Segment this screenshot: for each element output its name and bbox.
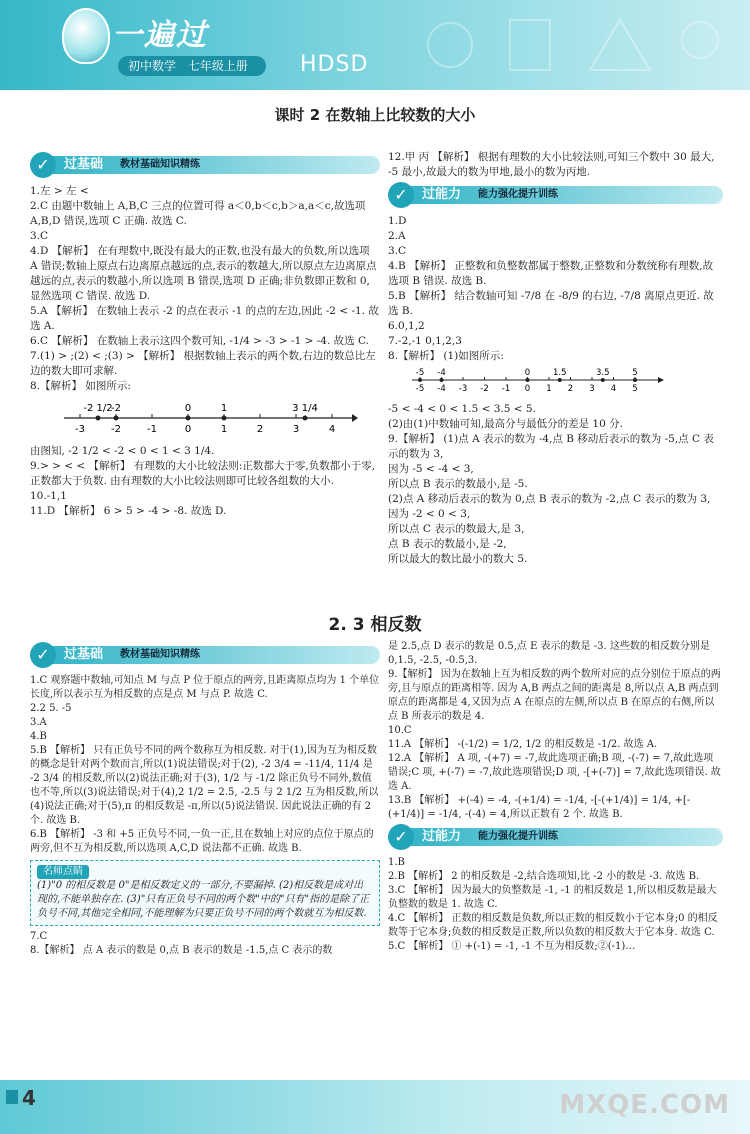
tick-label: 4: [328, 424, 336, 435]
tick-label: 0: [184, 424, 192, 435]
answer-line: 10.C: [388, 725, 412, 736]
left-column-top: [30, 150, 380, 519]
point-label: 1: [220, 403, 228, 414]
page-marker-icon: [6, 1090, 18, 1104]
answer-line: 2.A: [388, 230, 406, 242]
answer-line: 11.A 【解析】 -(-1/2) = 1/2, 1/2 的相反数是 -1/2. 故选 A.: [388, 739, 658, 750]
section-ability-header: [388, 182, 723, 208]
point-label: 3 1/4: [292, 403, 318, 414]
point-label: -2 1/2: [83, 403, 113, 414]
right-column-bottom: [388, 640, 723, 954]
answer-line: 所以点 B 表示的数最小,是 -5.: [388, 478, 528, 490]
answer-line: 4.D 【解析】 在有理数中,既没有最大的正数,也没有最大的负数,所以选项 A 错误;数轴上原点右边离原点越远的点,表示的数越大,所以原点左边离原点越远的点,表示的数越小,所以选项 B 错误,选项 D 正确;非负数即正数和 0,显然选项 C 错误. 故选 D.: [30, 245, 377, 302]
point-label: 0: [184, 403, 192, 414]
point-marker: [601, 378, 605, 382]
answer-line: 8.【解析】 点 A 表示的数是 0,点 B 表示的数是 -1.5,点 C 表示的数: [30, 945, 333, 956]
number-line-figure: [60, 396, 360, 442]
tips-heading: 名师点睛: [37, 865, 89, 879]
section-title: 过能力: [422, 829, 462, 844]
tick-label: -1: [147, 424, 157, 435]
answer-line: 4.C 【解析】 正数的相反数是负数,所以正数的相反数小于它本身;0 的相反数等于它本身;负数的相反数是正数,所以负数的相反数大于它本身. 故选 C.: [388, 913, 718, 938]
answer-line: 因为 -2 < 0 < 3,: [388, 508, 471, 520]
point-marker: [303, 416, 308, 421]
answer-line: 因为 -5 < -4 < 3,: [388, 463, 474, 475]
section-basic-header: [30, 152, 380, 178]
tick-label: -5: [415, 384, 425, 394]
checkmark-icon: ✓: [388, 824, 414, 850]
point-marker: [558, 378, 562, 382]
tick-label: 1: [220, 424, 228, 435]
tick-label: -2: [111, 424, 121, 435]
answer-line: 10.-1,1: [30, 490, 67, 502]
answer-line: 8.【解析】 (1)如图所示:: [388, 350, 504, 362]
page-header: [0, 0, 750, 90]
point-marker: [440, 378, 444, 382]
answer-line: 5.A 【解析】 在数轴上表示 -2 的点在表示 -1 的点的左边,因此 -2 < -1. 故选 A.: [30, 305, 379, 332]
answer-line: 3.A: [30, 717, 47, 728]
section-basic-header-2: [30, 642, 380, 668]
answer-line: 9.【解析】 因为在数轴上互为相反数的两个数所对应的点分别位于原点的两旁,且与原点的距离相等. 因为 A,B 两点之间的距离是 8,所以点 A,B 两点到原点的距离都是 4,又因为点 A 在原点的左侧,所以点 B 在原点的右侧,所以点 B 所表示的数是 4.: [388, 669, 721, 722]
tick-label: -4: [437, 384, 446, 394]
section-subtitle: 能力强化提升训练: [478, 189, 558, 200]
checkmark-icon: ✓: [388, 182, 414, 208]
score-number-line-figure: [408, 366, 668, 400]
answer-line: 2.C 由题中数轴上 A,B,C 三点的位置可得 a＜0,b＜c,b＞a,a＜c,故选项 A,B,D 错误,选项 C 正确. 故选 C.: [30, 200, 366, 227]
answer-line: 是 2.5,点 D 表示的数是 0.5,点 E 表示的数是 -3. 这些数的相反数分别是 0,1.5, -2.5, -0.5,3.: [388, 641, 710, 666]
answer-line: 5.B 【解析】 只有正负号不同的两个数称互为相反数. 对于(1),因为互为相反数的概念是针对两个数而言,所以(1)说法错误;对于(2), -2 3/4 = -11/4, 11/4 是 -2 3/4 的相反数,所以(2)说法正确;对于(3), 1/2 与 -1/2 除正负号不同外,数值也不等,所以(3)说法错误;对于(4),2 1/2 = 2.5, -2.5 与 2 1/2 互为相反数,所以(4)说法正确;对于(5),π 的相反数是 -π,所以(5)说法错误. 因此说法正确的有 2 个. 故选 B.: [30, 745, 379, 826]
tick-label: 5: [632, 384, 638, 394]
grade-label: 七年级上册: [187, 59, 248, 73]
answer-line: -5 < -4 < 0 < 1.5 < 3.5 < 5.: [388, 403, 536, 415]
answer-line: 1.D: [388, 215, 407, 227]
answer-line: 所以最大的数比最小的数大 5.: [388, 553, 528, 565]
answer-line: 5.C 【解析】 ① +(-1) = -1, -1 不互为相反数;②(-1)…: [388, 941, 636, 952]
point-marker: [526, 378, 530, 382]
tick-label: 0: [524, 384, 531, 394]
tick-label: -2: [480, 384, 489, 394]
tick-label: 1: [546, 384, 552, 394]
section-subtitle: 教材基础知识精练: [120, 159, 200, 170]
chapter-title: 2. 3 相反数: [328, 615, 422, 635]
answer-line: 4.B: [30, 731, 47, 742]
answer-line: 6.C 【解析】 在数轴上表示这四个数可知, -1/4 > -3 > -1 > -4. 故选 C.: [30, 335, 369, 347]
answer-line: 7.(1) > ;(2) < ;(3) > 【解析】 根据数轴上表示的两个数,右边的数总比左边的数大即可求解.: [30, 350, 376, 377]
answer-line: 11.D 【解析】 6 > 5 > -4 > -8. 故选 D.: [30, 505, 227, 517]
section-subtitle: 能力强化提升训练: [478, 831, 558, 842]
answer-line: 1.左 > 左 <: [30, 185, 89, 197]
left-column-bottom: [30, 640, 380, 958]
answer-line: 3.C: [388, 245, 407, 257]
tick-label: 2: [256, 424, 264, 435]
answer-line: 6.B 【解析】 -3 和 +5 正负号不同,一负一正,且在数轴上对应的点位于原点的两旁,但不互为相反数,所以选项 A,C,D 说法都不正确. 故选 B.: [30, 829, 374, 854]
balloon-logo-icon: [62, 8, 110, 64]
section-title: 过基础: [64, 647, 104, 662]
answer-line: 1.B: [388, 857, 405, 868]
section-ability-header-2: [388, 824, 723, 850]
point-label: -5: [415, 368, 425, 378]
watermark: MXQE.COM: [559, 1090, 730, 1120]
subject-label: 初中数学: [128, 59, 177, 73]
lesson-title: 课时 2 在数轴上比较数的大小: [274, 106, 476, 124]
answer-line: 7.-2,-1 0,1,2,3: [388, 335, 462, 347]
answer-line: 7.C: [30, 931, 48, 942]
answer-line: 9.> > < < 【解析】 有理数的大小比较法则:正数都大于零,负数都小于零,正数都大于负数. 由有理数的大小比较法则即可比较各组数的大小.: [30, 460, 376, 487]
point-label: 1.5: [552, 368, 567, 378]
answer-line: 6.0,1,2: [388, 320, 425, 332]
section-title: 过基础: [64, 157, 104, 172]
answer-line: 12.甲 丙 【解析】 根据有理数的大小比较法则,可知三个数中 30 最大, -5 最小,故最大的数为甲地,最小的数为丙地.: [388, 151, 715, 178]
answer-line: 2.B 【解析】 2 的相反数是 -2,结合选项知,比 -2 小的数是 -3. 故选 B.: [388, 871, 700, 882]
tick-label: -3: [458, 384, 468, 394]
page-number: 4: [22, 1086, 36, 1110]
answer-line: (2)由(1)中数轴可知,最高分与最低分的差是 10 分.: [388, 418, 623, 430]
section-subtitle: 教材基础知识精练: [120, 649, 200, 660]
point-label: 5: [632, 368, 638, 378]
answer-line: 3.C: [30, 230, 49, 242]
tips-text: (1)"0 的相反数是 0"是相反数定义的一部分,不要漏掉. (2)相反数是成对出现的,不能单独存在. (3)"只有正负号不同的两个数"中的"只有"指的是除了正负号不同,其他完全相同,不能理解为只要正负号不同的两个数就互为相反数.: [37, 880, 370, 919]
tick-label: 3: [292, 424, 300, 435]
checkmark-icon: ✓: [30, 152, 56, 178]
book-subtitle-bar: [118, 56, 266, 76]
series-logo: 一遍过: [112, 18, 208, 53]
answer-line: 3.C 【解析】 因为最大的负整数是 -1, -1 的相反数是 1,所以相反数是最大负整数的数是 1. 故选 C.: [388, 885, 717, 910]
tick-label: -1: [501, 384, 511, 394]
point-label: 0: [524, 368, 531, 378]
checkmark-icon: ✓: [30, 642, 56, 668]
tick-label: 4: [610, 384, 617, 394]
section-title: 过能力: [422, 187, 462, 202]
point-label: -2: [111, 403, 121, 414]
point-marker: [633, 378, 637, 382]
answer-line: 点 B 表示的数最小,是 -2,: [388, 538, 507, 550]
answer-line: 12.A 【解析】 A 项, -(+7) = -7,故此选项正确;B 项, -(-7) = 7,故此选项错误;C 项, +(-7) = -7,故此选项错误;D 项, -[+(-7)] = 7,故此选项错误. 故选 A.: [388, 753, 721, 792]
doodle-decoration-icon: [390, 0, 750, 90]
answer-line: 2.2 5. -5: [30, 703, 72, 714]
point-label: 3.5: [595, 368, 610, 378]
answer-line: 4.B 【解析】 正整数和负整数都属于整数,正整数和分数统称有理数,故选项 B 错误. 故选 B.: [388, 260, 714, 287]
point-marker: [96, 416, 101, 421]
tick-label: 2: [567, 384, 574, 394]
point-marker: [418, 378, 422, 382]
brand-label: HDSD: [300, 52, 369, 77]
point-marker: [114, 416, 119, 421]
right-column-top: [388, 150, 723, 567]
tick-label: 3: [589, 384, 595, 394]
answer-line: 8.【解析】 如图所示:: [30, 380, 131, 392]
tick-label: -3: [75, 424, 85, 435]
point-marker: [186, 416, 191, 421]
answer-line: 所以点 C 表示的数最大,是 3,: [388, 523, 525, 535]
answer-line: 1.C 观察题中数轴,可知点 M 与点 P 位于原点的两旁,且距离原点均为 1 个单位长度,所以表示互为相反数的点是点 M 与点 P. 故选 C.: [30, 675, 380, 700]
answer-line: (2)点 A 移动后表示的数为 0,点 B 表示的数为 -2,点 C 表示的数为 3,: [388, 493, 711, 505]
answer-line: 由图知, -2 1/2 < -2 < 0 < 1 < 3 1/4.: [30, 445, 215, 457]
answer-line: 5.B 【解析】 结合数轴可知 -7/8 在 -8/9 的右边, -7/8 离原点更近. 故选 B.: [388, 290, 714, 317]
point-marker: [222, 416, 227, 421]
answer-line: 13.B 【解析】 +(-4) = -4, -(+1/4) = -1/4, -[-(+1/4)] = 1/4, +[-(+1/4)] = -1/4, -(-4) = 4,所以正数有 2 个. 故选 B.: [388, 795, 691, 820]
teacher-tips-box: [30, 860, 380, 926]
answer-line: 9.【解析】 (1)点 A 表示的数为 -4,点 B 移动后表示的数为 -5,点 C 表示的数为 3,: [388, 433, 714, 460]
point-label: -4: [437, 368, 446, 378]
